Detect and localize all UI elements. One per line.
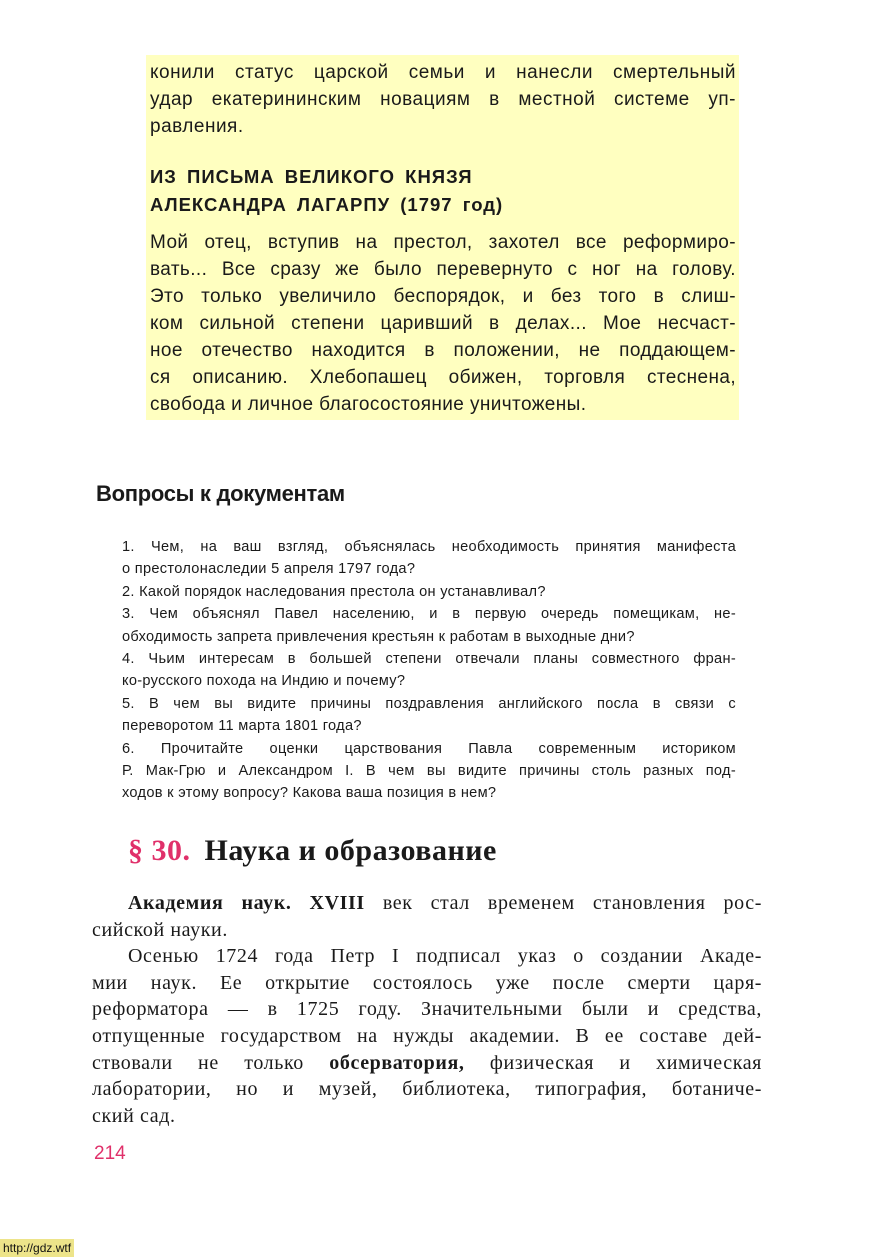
text-line bbox=[122, 782, 736, 804]
excerpt-quote bbox=[150, 229, 736, 418]
text-line bbox=[92, 1050, 762, 1077]
excerpt-heading-line: АЛЕКСАНДРА ЛАГАРПУ (1797 год) bbox=[150, 194, 504, 215]
text-segment: ствовали не только bbox=[92, 1051, 330, 1074]
text-line bbox=[122, 603, 736, 625]
text-line bbox=[122, 626, 736, 648]
text-line bbox=[150, 310, 736, 337]
text-segment: лаборатории, но и музей, библиотека, типография, ботаниче- bbox=[92, 1078, 762, 1101]
text-segment: мии наук. Ее открытие состоялось уже после смерти царя- bbox=[92, 971, 762, 994]
text-segment: 3. Чем объяснял Павел населению, и в первую очередь помещикам, не- bbox=[122, 606, 736, 623]
questions-title: Вопросы к документам bbox=[96, 481, 345, 506]
document-excerpt-box bbox=[146, 55, 739, 420]
text-segment: Осенью 1724 года Петр I подписал указ о создании Акаде- bbox=[128, 945, 762, 968]
text-segment: ко-русского похода на Индию и почему? bbox=[122, 673, 406, 690]
text-segment: Мой отец, вступив на престол, захотел все реформиро- bbox=[150, 232, 736, 253]
excerpt-heading bbox=[150, 163, 503, 219]
text-segment: ком сильной степени царивший в делах... Мое несчаст- bbox=[150, 313, 736, 334]
text-line bbox=[122, 738, 736, 760]
text-line bbox=[150, 113, 736, 140]
text-line bbox=[122, 715, 736, 737]
text-segment: удар екатерининским новациям в местной системе уп- bbox=[150, 89, 736, 110]
text-segment: 1. Чем, на ваш взгляд, объяснялась необходимость принятия манифеста bbox=[122, 539, 736, 555]
text-segment: о престолонаследии 5 апреля 1797 года? bbox=[122, 561, 416, 578]
text-line bbox=[92, 970, 762, 997]
text-segment: ходов к этому вопросу? Какова ваша позиция в нем? bbox=[122, 785, 497, 802]
text-line bbox=[122, 536, 736, 558]
text-line bbox=[122, 558, 736, 580]
text-line bbox=[122, 581, 736, 603]
text-segment: 6. Прочитайте оценки царствования Павла современным историком bbox=[122, 740, 736, 757]
text-line bbox=[92, 1023, 762, 1050]
text-line bbox=[92, 890, 762, 917]
page-number: 214 bbox=[94, 1143, 126, 1164]
section-title: Наука и образование bbox=[204, 834, 497, 867]
text-line bbox=[122, 670, 736, 692]
section-heading bbox=[128, 834, 497, 868]
bold-term: обсерватория, bbox=[329, 1051, 465, 1074]
text-segment: 5. В чем вы видите причины поздравления английского посла в связи с bbox=[122, 695, 736, 712]
text-line bbox=[92, 943, 762, 970]
text-segment: конили статус царской семьи и нанесли смертельный bbox=[150, 62, 736, 83]
text-line bbox=[92, 917, 762, 944]
text-segment: ский сад. bbox=[92, 1104, 176, 1127]
text-line bbox=[150, 337, 736, 364]
bold-term: Академия наук. XVIII bbox=[128, 892, 365, 914]
text-line bbox=[92, 1103, 762, 1130]
source-link[interactable]: http://gdz.wtf bbox=[0, 1239, 74, 1257]
section-number: § 30. bbox=[128, 834, 191, 867]
text-segment: ся описанию. Хлебопашец обижен, торговля стеснена, bbox=[150, 367, 736, 388]
excerpt-continuation bbox=[150, 59, 736, 140]
text-line bbox=[122, 648, 736, 670]
text-segment: свобода и личное благосостояние уничтожены. bbox=[150, 394, 587, 415]
text-segment: физическая и химическая bbox=[464, 1051, 762, 1074]
text-segment: Это только увеличило беспорядок, и без того в слиш- bbox=[150, 286, 736, 307]
questions-list bbox=[122, 536, 736, 805]
text-line bbox=[150, 283, 736, 310]
text-segment: обходимость запрета привлечения крестьян к работам в выходные дни? bbox=[122, 628, 635, 645]
text-line bbox=[150, 256, 736, 283]
text-line bbox=[150, 229, 736, 256]
text-line bbox=[122, 760, 736, 782]
excerpt-heading-line: ИЗ ПИСЬМА ВЕЛИКОГО КНЯЗЯ bbox=[150, 166, 473, 187]
section-body bbox=[92, 890, 762, 1129]
text-line bbox=[150, 59, 736, 86]
text-line bbox=[150, 391, 736, 418]
text-line bbox=[92, 1076, 762, 1103]
text-segment: ное отечество находится в положении, не поддающем- bbox=[150, 340, 736, 361]
text-segment: 2. Какой порядок наследования престола он устанавливал? bbox=[122, 583, 546, 600]
text-segment: сийской науки. bbox=[92, 918, 228, 941]
text-segment: переворотом 11 марта 1801 года? bbox=[122, 718, 362, 735]
text-segment: равления. bbox=[150, 116, 244, 137]
text-segment: реформатора — в 1725 году. Значительными были и средства, bbox=[92, 998, 762, 1021]
text-segment: век стал временем становления рос- bbox=[364, 892, 762, 914]
text-line bbox=[92, 996, 762, 1023]
text-segment: вать... Все сразу же было перевернуто с ног на голову. bbox=[150, 259, 736, 280]
text-line bbox=[150, 86, 736, 113]
text-line bbox=[122, 693, 736, 715]
text-segment: Р. Мак-Грю и Александром I. В чем вы видите причины столь разных под- bbox=[122, 763, 736, 780]
text-segment: 4. Чьим интересам в большей степени отвечали планы совместного фран- bbox=[122, 651, 736, 668]
text-segment: отпущенные государством на нужды академии. В ее составе дей- bbox=[92, 1024, 762, 1047]
text-line bbox=[150, 364, 736, 391]
